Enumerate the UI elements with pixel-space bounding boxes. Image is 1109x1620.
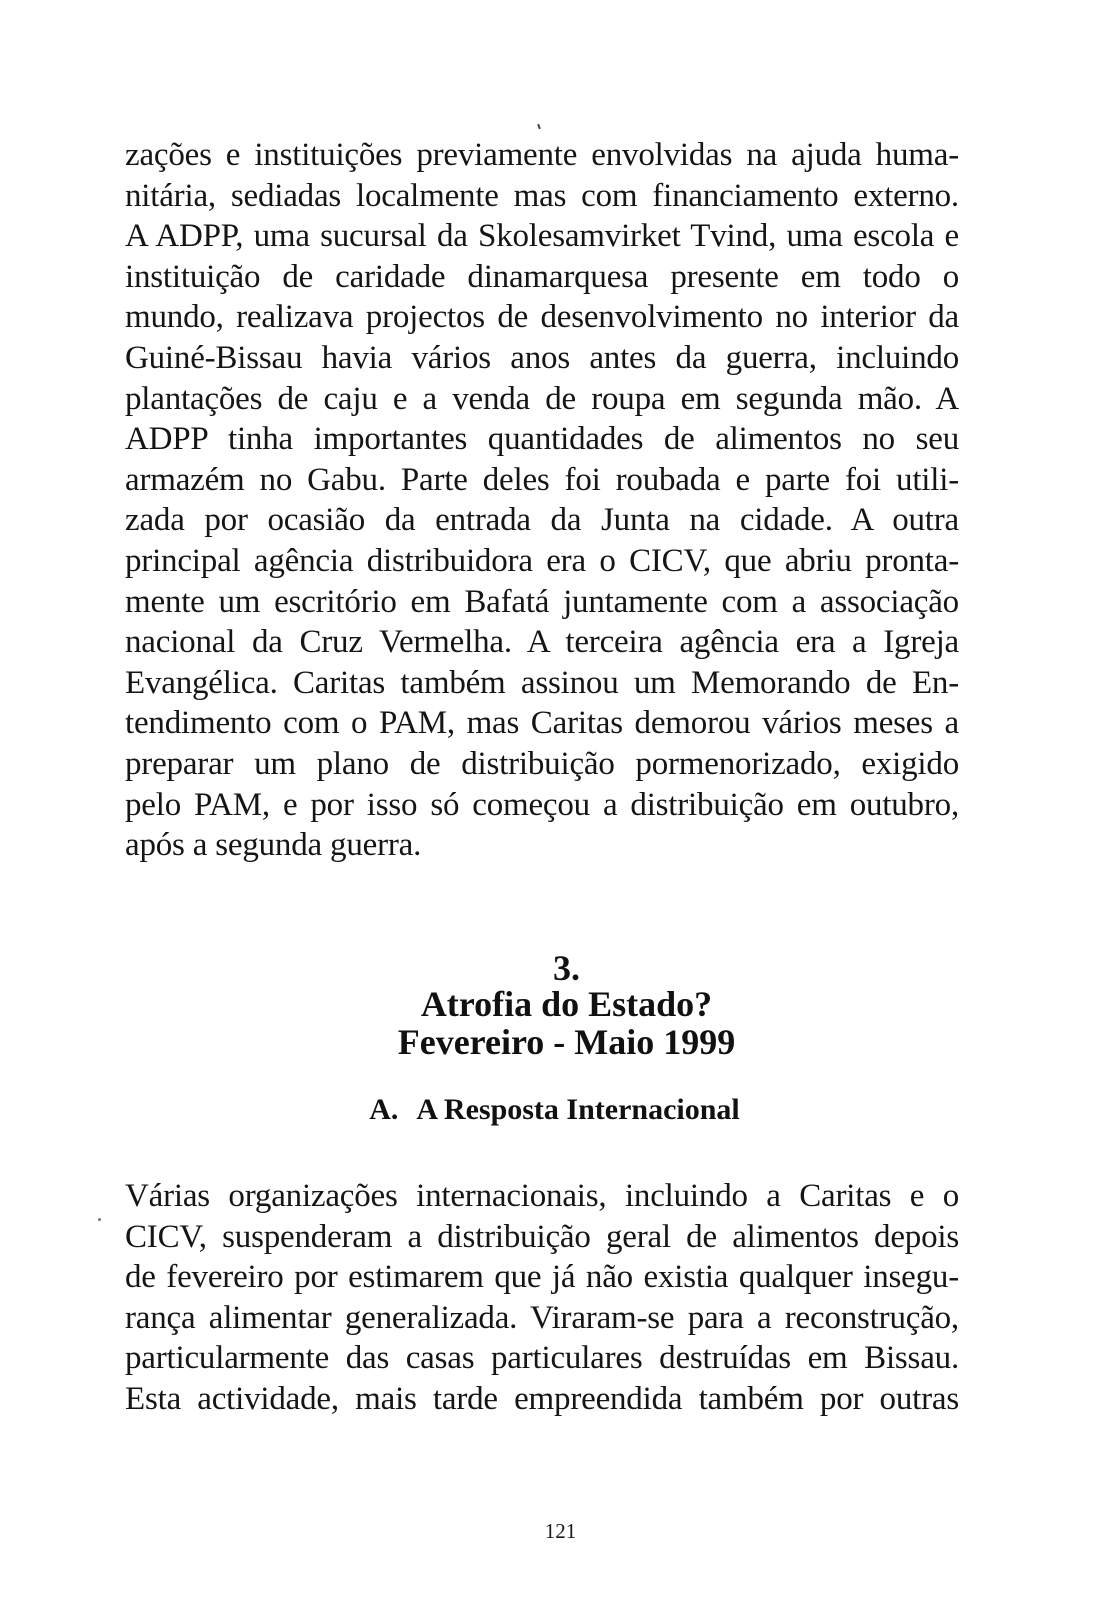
paragraph-section-a [125, 1176, 959, 1420]
text-line: instituição de caridade dinamarquesa presente em todo o [125, 258, 959, 295]
text-line: Evangélica. Caritas também assinou um Memorando de En- [125, 664, 959, 701]
text-line: de fevereiro por estimarem que já não existia qualquer insegu- [125, 1259, 959, 1296]
paragraph-continued [125, 135, 959, 866]
scan-artifact-mark [537, 124, 541, 129]
text-line: tendimento com o PAM, mas Caritas demorou vários meses a [125, 705, 959, 742]
text-line: A ADPP, uma sucursal da Skolesamvirket Tvind, uma escola e [125, 218, 959, 255]
text-line: Guiné-Bissau havia vários anos antes da guerra, incluindo [125, 339, 959, 376]
text-line: pelo PAM, e por isso só começou a distribuição em outubro, [125, 786, 959, 823]
chapter-title: Atrofia do Estado? [420, 984, 713, 1024]
text-line: mente um escritório em Bafatá juntamente com a associação [125, 583, 959, 620]
section-title: A Resposta Internacional [416, 1093, 740, 1126]
text-line: Várias organizações internacionais, incluindo a Caritas e o [125, 1178, 959, 1214]
text-line: rança alimentar generalizada. Viraram-se para a reconstrução, [125, 1299, 959, 1336]
text-line: Esta actividade, mais tarde empreendida também por outras [125, 1380, 959, 1417]
text-line: principal agência distribuidora era o CICV, que abriu pronta- [125, 542, 959, 579]
text-line: nacional da Cruz Vermelha. A terceira agência era a Igreja [125, 624, 959, 661]
text-line: nitária, sediadas localmente mas com financiamento externo. [125, 177, 959, 214]
text-line: ADPP tinha importantes quantidades de alimentos no seu [125, 421, 959, 458]
section-letter: A. [369, 1093, 399, 1126]
chapter-dates: Fevereiro - Maio 1999 [397, 1022, 736, 1062]
text-line: após a segunda guerra. [125, 827, 422, 864]
text-line: zada por ocasião da entrada da Junta na cidade. A outra [125, 502, 959, 539]
text-line: CICV, suspenderam a distribuição geral de alimentos depois [125, 1218, 959, 1255]
text-line: zações e instituições previamente envolvidas na ajuda huma- [125, 137, 959, 173]
chapter-number: 3. [553, 948, 580, 988]
page-number: 121 [544, 1519, 577, 1543]
text-line: armazém no Gabu. Parte deles foi roubada e parte foi utili- [125, 461, 959, 498]
scan-artifact-dot [98, 1218, 101, 1221]
text-line: particularmente das casas particulares destruídas em Bissau. [125, 1340, 959, 1377]
section-heading [0, 1092, 1109, 1128]
text-line: mundo, realizava projectos de desenvolvimento no interior da [125, 299, 959, 336]
text-line: preparar um plano de distribuição pormenorizado, exigido [125, 745, 959, 782]
text-line: plantações de caju e a venda de roupa em segunda mão. A [125, 380, 959, 417]
